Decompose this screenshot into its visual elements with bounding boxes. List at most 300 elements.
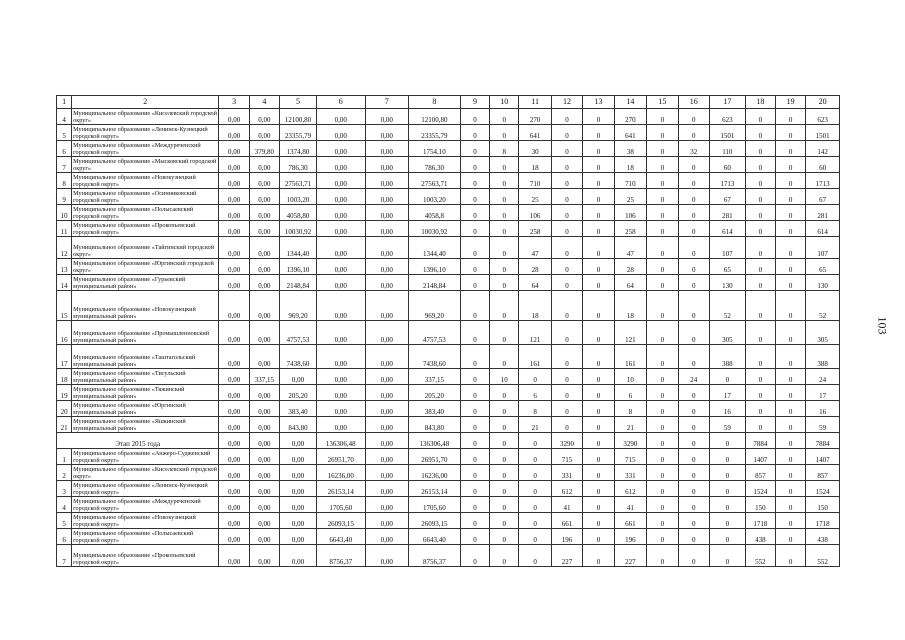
value-cell: 67 xyxy=(806,189,840,205)
column-number-cell: 9 xyxy=(460,96,489,109)
value-cell: 0 xyxy=(551,141,582,157)
value-cell: 7438,60 xyxy=(280,345,317,369)
value-cell: 21 xyxy=(519,417,551,433)
table-row xyxy=(57,205,840,221)
table-row xyxy=(57,221,840,237)
value-cell: 0,00 xyxy=(280,497,317,513)
value-cell: 0 xyxy=(776,385,806,401)
value-cell: 0 xyxy=(776,529,806,545)
value-cell: 0 xyxy=(551,205,582,221)
value-cell: 0 xyxy=(583,291,614,321)
row-number-cell: 16 xyxy=(57,321,72,345)
value-cell: 0 xyxy=(745,125,775,141)
value-cell: 0 xyxy=(678,259,709,275)
value-cell: 710 xyxy=(519,173,551,189)
value-cell: 0,00 xyxy=(219,237,249,259)
value-cell: 0 xyxy=(745,141,775,157)
value-cell: 161 xyxy=(614,345,646,369)
row-number-cell: 6 xyxy=(57,141,72,157)
value-cell: 130 xyxy=(806,275,840,291)
value-cell: 0 xyxy=(490,275,519,291)
table-row xyxy=(57,449,840,465)
value-cell: 0 xyxy=(647,141,678,157)
row-number-cell: 18 xyxy=(57,369,72,385)
value-cell: 0,00 xyxy=(316,345,365,369)
table-row xyxy=(57,401,840,417)
value-cell: 0,00 xyxy=(219,141,249,157)
value-cell: 0 xyxy=(583,529,614,545)
value-cell: 0 xyxy=(745,401,775,417)
value-cell: 7438,60 xyxy=(408,345,460,369)
value-cell: 715 xyxy=(614,449,646,465)
value-cell: 12100,80 xyxy=(408,109,460,125)
value-cell: 0,00 xyxy=(219,497,249,513)
value-cell: 18 xyxy=(614,157,646,173)
value-cell: 205,20 xyxy=(280,385,317,401)
value-cell: 0 xyxy=(647,433,678,449)
value-cell: 67 xyxy=(709,189,745,205)
stage-total-row xyxy=(57,433,840,449)
value-cell: 0 xyxy=(583,449,614,465)
value-cell: 0,00 xyxy=(316,157,365,173)
value-cell: 16 xyxy=(806,401,840,417)
value-cell: 6643,40 xyxy=(408,529,460,545)
value-cell: 0 xyxy=(583,513,614,529)
value-cell: 0 xyxy=(519,465,551,481)
value-cell: 17 xyxy=(709,385,745,401)
value-cell: 0 xyxy=(776,275,806,291)
value-cell: 23355,79 xyxy=(280,125,317,141)
value-cell: 0,00 xyxy=(316,321,365,345)
value-cell: 0,00 xyxy=(280,529,317,545)
value-cell: 0 xyxy=(647,321,678,345)
value-cell: 0 xyxy=(776,109,806,125)
value-cell: 0 xyxy=(678,109,709,125)
value-cell: 438 xyxy=(745,529,775,545)
value-cell: 0 xyxy=(678,275,709,291)
value-cell: 0,00 xyxy=(365,275,408,291)
value-cell: 0,00 xyxy=(365,157,408,173)
row-number-cell: 14 xyxy=(57,275,72,291)
value-cell: 0 xyxy=(460,481,489,497)
value-cell: 0,00 xyxy=(219,417,249,433)
table-row xyxy=(57,545,840,567)
value-cell: 0 xyxy=(678,189,709,205)
value-cell: 0 xyxy=(490,401,519,417)
value-cell: 0 xyxy=(551,189,582,205)
value-cell: 0 xyxy=(647,545,678,567)
value-cell: 0,00 xyxy=(280,481,317,497)
value-cell: 0,00 xyxy=(219,173,249,189)
value-cell: 0 xyxy=(583,221,614,237)
value-cell: 383,40 xyxy=(408,401,460,417)
value-cell: 0 xyxy=(460,205,489,221)
page-number: 103 xyxy=(875,316,890,335)
row-number-cell: 4 xyxy=(57,109,72,125)
column-number-cell: 16 xyxy=(678,96,709,109)
value-cell: 41 xyxy=(614,497,646,513)
value-cell: 0,00 xyxy=(249,465,279,481)
municipality-name-cell: Муниципальное образование «Таштагольский муниципальный район» xyxy=(72,345,219,369)
value-cell: 0 xyxy=(460,465,489,481)
column-number-cell: 14 xyxy=(614,96,646,109)
municipality-name-cell: Муниципальное образование «Полысаевский городской округ» xyxy=(72,205,219,221)
value-cell: 0 xyxy=(460,157,489,173)
value-cell: 0 xyxy=(490,259,519,275)
value-cell: 0 xyxy=(678,465,709,481)
value-cell: 0,00 xyxy=(219,275,249,291)
value-cell: 23355,79 xyxy=(408,125,460,141)
value-cell: 0,00 xyxy=(316,173,365,189)
value-cell: 27563,71 xyxy=(280,173,317,189)
value-cell: 0,00 xyxy=(316,369,365,385)
value-cell: 6 xyxy=(519,385,551,401)
value-cell: 0,00 xyxy=(365,259,408,275)
value-cell: 969,20 xyxy=(280,291,317,321)
value-cell: 0 xyxy=(647,173,678,189)
value-cell: 1003,20 xyxy=(408,189,460,205)
table-row xyxy=(57,173,840,189)
value-cell: 161 xyxy=(519,345,551,369)
value-cell: 0 xyxy=(709,449,745,465)
column-number-cell: 6 xyxy=(316,96,365,109)
value-cell: 0 xyxy=(551,259,582,275)
value-cell: 16236,00 xyxy=(316,465,365,481)
value-cell: 0 xyxy=(647,481,678,497)
value-cell: 0 xyxy=(776,321,806,345)
value-cell: 3290 xyxy=(614,433,646,449)
value-cell: 0 xyxy=(519,529,551,545)
value-cell: 0 xyxy=(519,449,551,465)
value-cell: 0,00 xyxy=(365,481,408,497)
value-cell: 0,00 xyxy=(365,237,408,259)
value-cell: 1003,20 xyxy=(280,189,317,205)
value-cell: 106 xyxy=(519,205,551,221)
value-cell: 150 xyxy=(806,497,840,513)
row-number-cell: 7 xyxy=(57,545,72,567)
value-cell: 26951,70 xyxy=(408,449,460,465)
municipality-name-cell: Муниципальное образование «Юргинский муниципальный район» xyxy=(72,401,219,417)
value-cell: 0 xyxy=(583,345,614,369)
value-cell: 4058,80 xyxy=(280,205,317,221)
value-cell: 0 xyxy=(460,369,489,385)
table-row xyxy=(57,125,840,141)
value-cell: 0 xyxy=(460,513,489,529)
value-cell: 7884 xyxy=(806,433,840,449)
municipality-name-cell: Муниципальное образование «Ленинск-Кузнецкий городской округ» xyxy=(72,481,219,497)
table-row xyxy=(57,157,840,173)
value-cell: 136306,48 xyxy=(316,433,365,449)
value-cell: 0 xyxy=(490,189,519,205)
value-cell: 0,00 xyxy=(249,157,279,173)
value-cell: 30 xyxy=(519,141,551,157)
value-cell: 0 xyxy=(647,259,678,275)
value-cell: 0,00 xyxy=(249,275,279,291)
value-cell: 0 xyxy=(745,385,775,401)
value-cell: 710 xyxy=(614,173,646,189)
value-cell: 0 xyxy=(647,205,678,221)
value-cell: 121 xyxy=(614,321,646,345)
value-cell: 0 xyxy=(709,545,745,567)
value-cell: 0 xyxy=(519,433,551,449)
stage-label: Этап 2015 года xyxy=(57,433,219,449)
value-cell: 28 xyxy=(519,259,551,275)
value-cell: 614 xyxy=(806,221,840,237)
value-cell: 0,00 xyxy=(249,385,279,401)
value-cell: 0,00 xyxy=(316,417,365,433)
value-cell: 107 xyxy=(806,237,840,259)
value-cell: 258 xyxy=(519,221,551,237)
value-cell: 0 xyxy=(583,259,614,275)
value-cell: 0 xyxy=(776,545,806,567)
table-row xyxy=(57,465,840,481)
value-cell: 0 xyxy=(776,141,806,157)
value-cell: 8 xyxy=(490,141,519,157)
table-row xyxy=(57,385,840,401)
value-cell: 41 xyxy=(551,497,582,513)
value-cell: 786,30 xyxy=(408,157,460,173)
value-cell: 1524 xyxy=(745,481,775,497)
value-cell: 8 xyxy=(519,401,551,417)
municipality-name-cell: Муниципальное образование «Новокузнецкий городской округ» xyxy=(72,513,219,529)
value-cell: 64 xyxy=(519,275,551,291)
value-cell: 1705,60 xyxy=(408,497,460,513)
value-cell: 612 xyxy=(614,481,646,497)
value-cell: 0 xyxy=(490,529,519,545)
column-number-cell: 12 xyxy=(551,96,582,109)
value-cell: 0 xyxy=(551,345,582,369)
value-cell: 0 xyxy=(460,385,489,401)
value-cell: 857 xyxy=(745,465,775,481)
municipality-name-cell: Муниципальное образование «Юргинский городской округ» xyxy=(72,259,219,275)
value-cell: 26093,15 xyxy=(408,513,460,529)
table-row xyxy=(57,237,840,259)
row-number-cell: 13 xyxy=(57,259,72,275)
value-cell: 0 xyxy=(647,385,678,401)
value-cell: 641 xyxy=(614,125,646,141)
value-cell: 0 xyxy=(490,481,519,497)
value-cell: 0,00 xyxy=(365,125,408,141)
value-cell: 305 xyxy=(709,321,745,345)
value-cell: 270 xyxy=(614,109,646,125)
column-number-cell: 8 xyxy=(408,96,460,109)
value-cell: 0 xyxy=(490,545,519,567)
value-cell: 0 xyxy=(647,401,678,417)
row-number-cell: 21 xyxy=(57,417,72,433)
value-cell: 0 xyxy=(678,125,709,141)
row-number-cell: 8 xyxy=(57,173,72,189)
value-cell: 0 xyxy=(583,205,614,221)
value-cell: 0 xyxy=(745,259,775,275)
municipality-name-cell: Муниципальное образование «Анжеро-Судженский городской округ» xyxy=(72,449,219,465)
value-cell: 8756,37 xyxy=(316,545,365,567)
municipality-name-cell: Муниципальное образование «Новокузнецкий городской округ» xyxy=(72,173,219,189)
value-cell: 0 xyxy=(490,205,519,221)
value-cell: 388 xyxy=(806,345,840,369)
value-cell: 0 xyxy=(745,109,775,125)
value-cell: 0 xyxy=(776,513,806,529)
column-number-cell: 13 xyxy=(583,96,614,109)
value-cell: 0 xyxy=(551,157,582,173)
value-cell: 0,00 xyxy=(280,369,317,385)
value-cell: 0 xyxy=(647,189,678,205)
value-cell: 0 xyxy=(745,345,775,369)
value-cell: 0 xyxy=(583,173,614,189)
value-cell: 0 xyxy=(551,125,582,141)
value-cell: 0 xyxy=(490,513,519,529)
value-cell: 0 xyxy=(709,497,745,513)
table-row xyxy=(57,291,840,321)
value-cell: 0,00 xyxy=(365,221,408,237)
value-cell: 0,00 xyxy=(219,189,249,205)
value-cell: 0,00 xyxy=(365,449,408,465)
value-cell: 1374,80 xyxy=(280,141,317,157)
value-cell: 0 xyxy=(551,401,582,417)
value-cell: 0 xyxy=(678,513,709,529)
value-cell: 0 xyxy=(519,545,551,567)
value-cell: 0,00 xyxy=(219,513,249,529)
value-cell: 0,00 xyxy=(219,449,249,465)
value-cell: 0,00 xyxy=(316,221,365,237)
value-cell: 1713 xyxy=(709,173,745,189)
value-cell: 0,00 xyxy=(316,109,365,125)
value-cell: 0 xyxy=(709,465,745,481)
value-cell: 0,00 xyxy=(249,345,279,369)
value-cell: 16 xyxy=(709,401,745,417)
value-cell: 0,00 xyxy=(219,385,249,401)
value-cell: 0,00 xyxy=(316,259,365,275)
value-cell: 0,00 xyxy=(219,125,249,141)
value-cell: 7884 xyxy=(745,433,775,449)
value-cell: 1713 xyxy=(806,173,840,189)
value-cell: 0 xyxy=(776,401,806,417)
value-cell: 18 xyxy=(519,157,551,173)
table-row xyxy=(57,259,840,275)
value-cell: 0,00 xyxy=(249,497,279,513)
municipality-name-cell: Муниципальное образование «Мысковский городской округ» xyxy=(72,157,219,173)
value-cell: 0,00 xyxy=(280,513,317,529)
value-cell: 0 xyxy=(647,275,678,291)
value-cell: 227 xyxy=(551,545,582,567)
column-number-cell: 3 xyxy=(219,96,249,109)
value-cell: 0,00 xyxy=(365,205,408,221)
value-cell: 0,00 xyxy=(316,385,365,401)
value-cell: 0 xyxy=(551,173,582,189)
value-cell: 52 xyxy=(709,291,745,321)
table-row xyxy=(57,417,840,433)
value-cell: 227 xyxy=(614,545,646,567)
value-cell: 438 xyxy=(806,529,840,545)
value-cell: 0,00 xyxy=(365,321,408,345)
value-cell: 136306,48 xyxy=(408,433,460,449)
value-cell: 0,00 xyxy=(219,529,249,545)
value-cell: 0 xyxy=(678,433,709,449)
value-cell: 0 xyxy=(647,369,678,385)
value-cell: 0 xyxy=(583,465,614,481)
value-cell: 4757,53 xyxy=(280,321,317,345)
value-cell: 0 xyxy=(776,465,806,481)
value-cell: 0 xyxy=(709,433,745,449)
value-cell: 0,00 xyxy=(249,173,279,189)
value-cell: 0 xyxy=(460,109,489,125)
table-row xyxy=(57,497,840,513)
value-cell: 857 xyxy=(806,465,840,481)
value-cell: 0 xyxy=(678,545,709,567)
value-cell: 0,00 xyxy=(249,449,279,465)
value-cell: 0 xyxy=(551,109,582,125)
row-number-cell: 7 xyxy=(57,157,72,173)
row-number-cell: 10 xyxy=(57,205,72,221)
value-cell: 0 xyxy=(460,529,489,545)
value-cell: 59 xyxy=(806,417,840,433)
value-cell: 715 xyxy=(551,449,582,465)
value-cell: 0 xyxy=(678,205,709,221)
value-cell: 0 xyxy=(583,141,614,157)
value-cell: 0,00 xyxy=(365,433,408,449)
value-cell: 0 xyxy=(745,321,775,345)
value-cell: 2148,84 xyxy=(280,275,317,291)
value-cell: 0,00 xyxy=(219,481,249,497)
value-cell: 0 xyxy=(647,497,678,513)
value-cell: 0 xyxy=(551,321,582,345)
value-cell: 0 xyxy=(583,321,614,345)
value-cell: 0,00 xyxy=(365,141,408,157)
value-cell: 0 xyxy=(647,449,678,465)
value-cell: 0 xyxy=(551,221,582,237)
value-cell: 60 xyxy=(709,157,745,173)
value-cell: 0 xyxy=(583,417,614,433)
value-cell: 331 xyxy=(551,465,582,481)
value-cell: 4757,53 xyxy=(408,321,460,345)
value-cell: 1407 xyxy=(745,449,775,465)
municipality-name-cell: Муниципальное образование «Тайгинский городской округ» xyxy=(72,237,219,259)
value-cell: 32 xyxy=(678,141,709,157)
value-cell: 0 xyxy=(647,157,678,173)
value-cell: 0,00 xyxy=(249,545,279,567)
value-cell: 0,00 xyxy=(219,291,249,321)
value-cell: 65 xyxy=(709,259,745,275)
value-cell: 0 xyxy=(490,109,519,125)
value-cell: 0 xyxy=(745,291,775,321)
municipality-name-cell: Муниципальное образование «Киселевский городской округ» xyxy=(73,465,217,480)
value-cell: 270 xyxy=(519,109,551,125)
value-cell: 0,00 xyxy=(316,275,365,291)
value-cell: 0,00 xyxy=(280,545,317,567)
value-cell: 0 xyxy=(583,189,614,205)
value-cell: 1705,60 xyxy=(316,497,365,513)
value-cell: 196 xyxy=(551,529,582,545)
value-cell: 786,30 xyxy=(280,157,317,173)
value-cell: 21 xyxy=(614,417,646,433)
value-cell: 25 xyxy=(614,189,646,205)
value-cell: 10 xyxy=(490,369,519,385)
value-cell: 38 xyxy=(614,141,646,157)
value-cell: 0 xyxy=(583,433,614,449)
value-cell: 0 xyxy=(490,497,519,513)
value-cell: 0,00 xyxy=(249,259,279,275)
column-number-cell: 7 xyxy=(365,96,408,109)
value-cell: 8756,37 xyxy=(408,545,460,567)
value-cell: 26153,14 xyxy=(316,481,365,497)
value-cell: 0,00 xyxy=(219,433,249,449)
value-cell: 0 xyxy=(490,173,519,189)
value-cell: 1524 xyxy=(806,481,840,497)
value-cell: 0 xyxy=(460,291,489,321)
municipality-name-cell: Муниципальное образование «Прокопьевский городской округ» xyxy=(72,221,219,237)
value-cell: 0,00 xyxy=(219,545,249,567)
table-row xyxy=(57,109,840,125)
value-cell: 0 xyxy=(776,369,806,385)
